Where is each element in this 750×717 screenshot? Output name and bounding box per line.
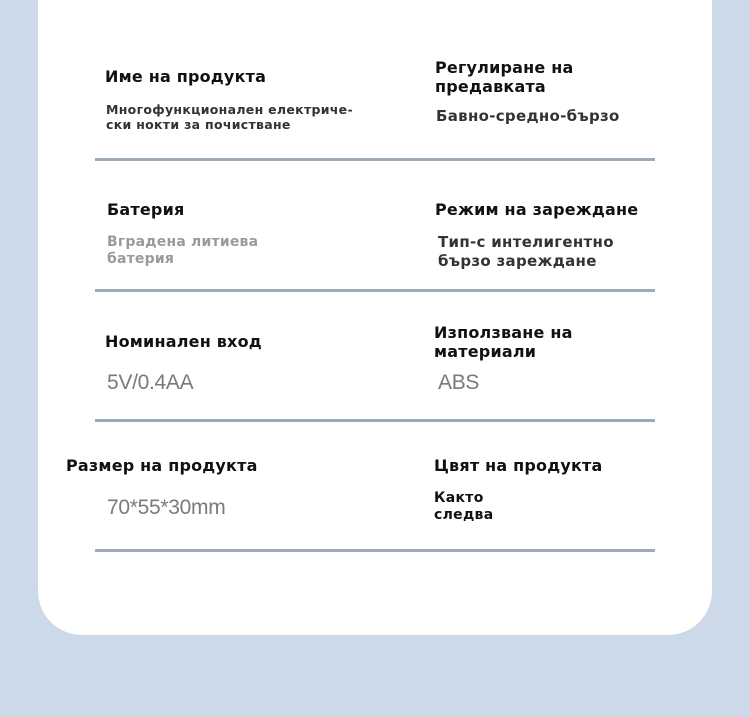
divider-3 (95, 419, 655, 422)
product-size-value: 70*55*30mm (107, 496, 226, 519)
charging-mode-value-line1: Тип-с интелигентно (438, 233, 614, 251)
battery-value-line2: батерия (107, 251, 175, 267)
material-value: ABS (438, 371, 480, 394)
product-size-label: Размер на продукта (66, 456, 258, 475)
material-label-line2: материали (434, 342, 537, 361)
rated-input-value: 5V/0.4AA (107, 371, 194, 394)
battery-label: Батерия (107, 200, 185, 219)
speed-control-label-line2: предавката (435, 77, 546, 96)
divider-4 (95, 549, 655, 552)
product-color-value-line2: следва (434, 507, 494, 523)
speed-control-label-line1: Регулиране на (435, 58, 574, 77)
product-name-value-line2: ски нокти за почистване (106, 117, 291, 132)
charging-mode-value-line2: бързо зареждане (438, 252, 597, 270)
product-color-value-line1: Както (434, 490, 484, 506)
battery-value-line1: Вградена литиева (107, 234, 259, 250)
speed-control-value: Бавно-средно-бързо (436, 107, 620, 125)
charging-mode-label: Режим на зареждане (435, 200, 639, 219)
material-label-line1: Използване на (434, 323, 573, 342)
product-name-value-line1: Многофункционален електриче- (106, 102, 353, 117)
rated-input-label: Номинален вход (105, 332, 262, 351)
product-color-label: Цвят на продукта (434, 456, 603, 475)
product-name-label: Име на продукта (105, 67, 267, 86)
spec-card (38, 0, 712, 635)
divider-2 (95, 289, 655, 292)
divider-1 (95, 158, 655, 161)
